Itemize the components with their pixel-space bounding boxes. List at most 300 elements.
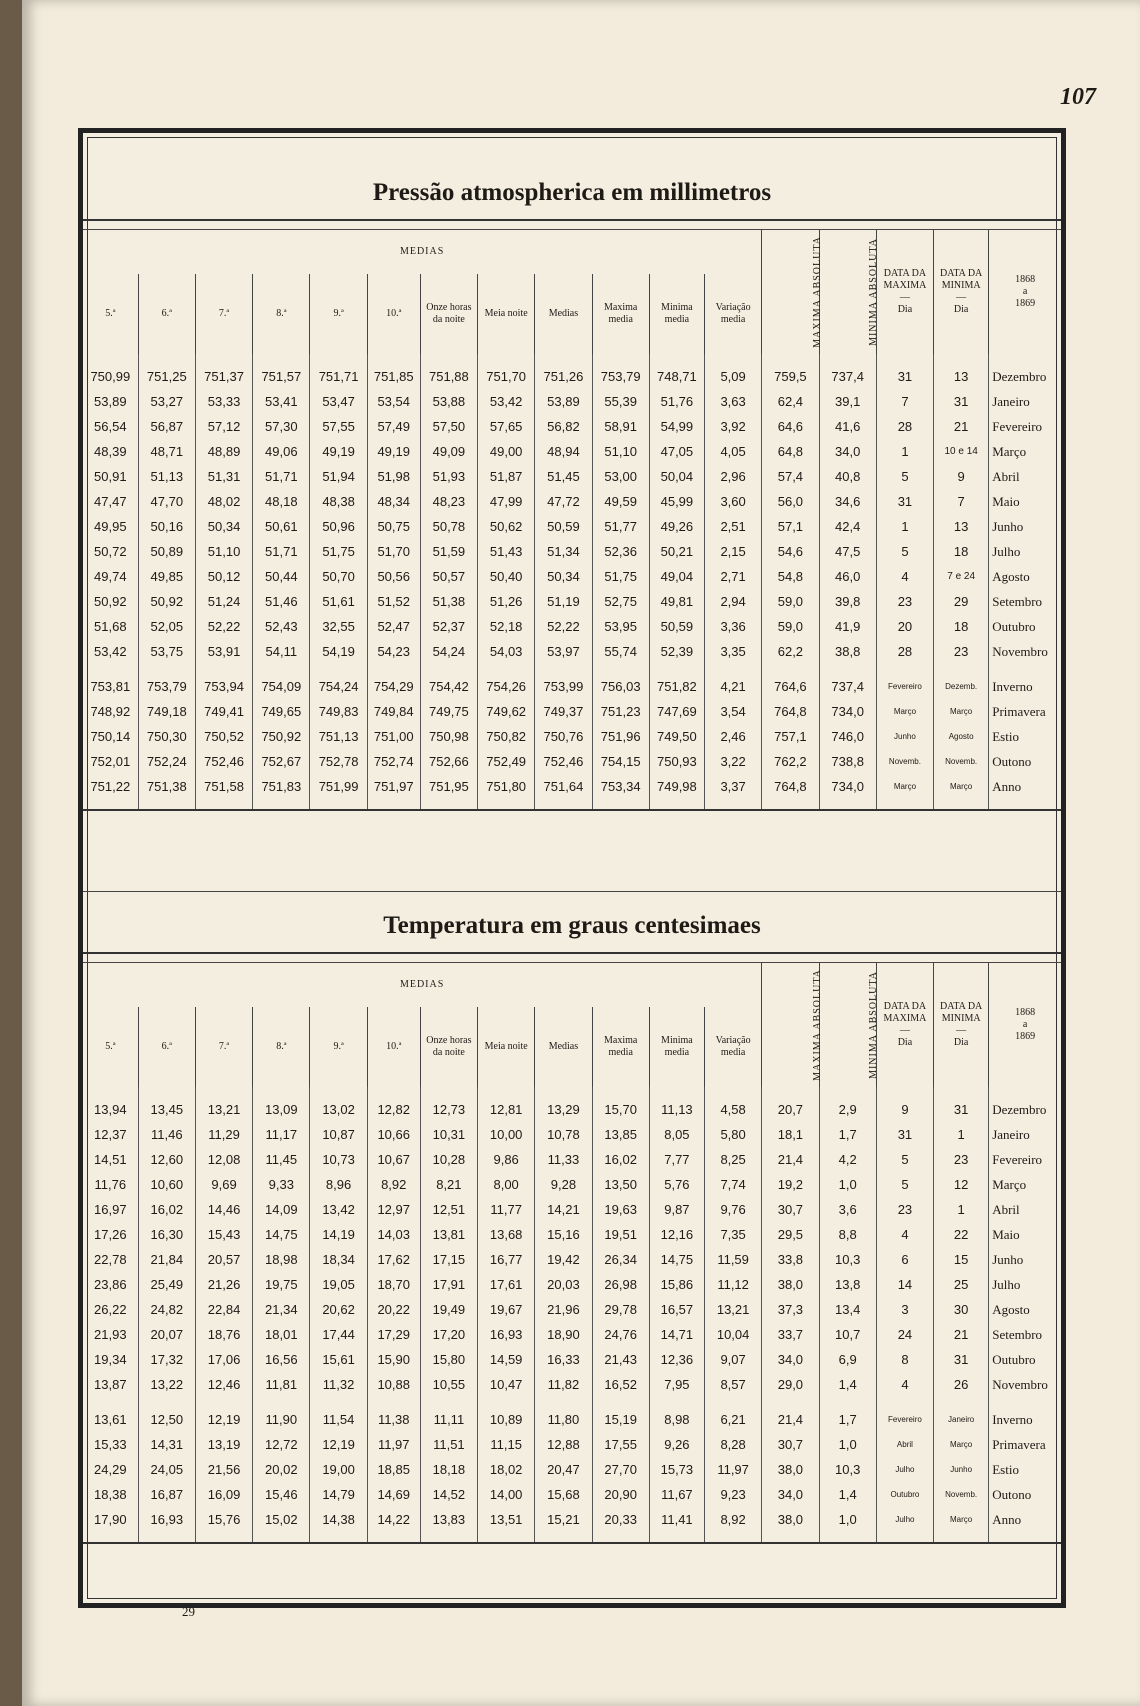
value-cell: 13,94 xyxy=(94,1102,127,1117)
value-cell: 13,4 xyxy=(819,1297,876,1322)
period-label: Junho xyxy=(989,514,1061,539)
value-cell: 55,39 xyxy=(592,389,649,414)
value-cell: 50,92 xyxy=(94,594,127,609)
col-header: 7.ª xyxy=(195,1007,252,1087)
month-row xyxy=(83,539,1061,564)
col-header: 9.ª xyxy=(310,1007,367,1087)
value-cell: 17,61 xyxy=(478,1272,535,1297)
value-cell: 52,75 xyxy=(592,589,649,614)
value-cell: Dezemb. xyxy=(934,674,989,699)
value-cell: 50,34 xyxy=(535,564,592,589)
value-cell: 13,8 xyxy=(819,1272,876,1297)
col-header: Minima media xyxy=(649,274,704,354)
value-cell: 753,79 xyxy=(592,364,649,389)
value-cell: 8,28 xyxy=(704,1432,761,1457)
value-cell: 14,75 xyxy=(253,1222,310,1247)
value-cell: 49,19 xyxy=(310,439,367,464)
value-cell: 4 xyxy=(876,564,933,589)
value-cell: 3,63 xyxy=(704,389,761,414)
value-cell: 10,87 xyxy=(310,1122,367,1147)
col-header: Onze horas da noite xyxy=(420,274,477,354)
value-cell: 10,67 xyxy=(367,1147,420,1172)
value-cell: 53,42 xyxy=(94,644,127,659)
col-header: 5.ª xyxy=(105,308,116,319)
value-cell: 3 xyxy=(876,1297,933,1322)
value-cell: Novemb. xyxy=(876,749,933,774)
value-cell: 15,16 xyxy=(535,1222,592,1247)
month-row xyxy=(83,464,1061,489)
value-cell: 50,78 xyxy=(420,514,477,539)
value-cell: 24 xyxy=(876,1322,933,1347)
value-cell: 51,38 xyxy=(420,589,477,614)
month-row xyxy=(83,1122,1061,1147)
value-cell: 16,93 xyxy=(478,1322,535,1347)
value-cell: 31 xyxy=(876,489,933,514)
value-cell: 3,35 xyxy=(704,639,761,664)
value-cell: 53,89 xyxy=(94,394,127,409)
value-cell: 15,46 xyxy=(253,1482,310,1507)
value-cell: 13,09 xyxy=(253,1097,310,1122)
value-cell: 48,89 xyxy=(195,439,252,464)
value-cell: 55,74 xyxy=(592,639,649,664)
value-cell: 24,29 xyxy=(94,1462,127,1477)
value-cell: 10,00 xyxy=(478,1122,535,1147)
value-cell: 18,98 xyxy=(253,1247,310,1272)
value-cell: 12,50 xyxy=(138,1407,195,1432)
value-cell: 51,75 xyxy=(310,539,367,564)
value-cell: 5 xyxy=(876,1147,933,1172)
value-cell: 5,80 xyxy=(704,1122,761,1147)
value-cell: 754,29 xyxy=(367,674,420,699)
value-cell: 53,41 xyxy=(253,389,310,414)
value-cell: 26,22 xyxy=(94,1302,127,1317)
value-cell: 32,55 xyxy=(310,614,367,639)
value-cell: 48,38 xyxy=(310,489,367,514)
value-cell: 28 xyxy=(876,414,933,439)
month-row xyxy=(83,1197,1061,1222)
value-cell: 48,94 xyxy=(535,439,592,464)
value-cell: 1 xyxy=(876,439,933,464)
value-cell: 57,55 xyxy=(310,414,367,439)
value-cell: 51,10 xyxy=(592,439,649,464)
period-label: Outubro xyxy=(989,1347,1061,1372)
value-cell: 751,97 xyxy=(367,774,420,799)
period-label: Primavera xyxy=(989,699,1061,724)
value-cell: 17,32 xyxy=(138,1347,195,1372)
value-cell: Julho xyxy=(876,1457,933,1482)
value-cell: 57,65 xyxy=(478,414,535,439)
col-header: Medias xyxy=(535,1007,592,1087)
book-page xyxy=(22,0,1140,1706)
value-cell: 17,29 xyxy=(367,1322,420,1347)
value-cell: 57,12 xyxy=(195,414,252,439)
value-cell: 45,99 xyxy=(649,489,704,514)
value-cell: 26,98 xyxy=(592,1272,649,1297)
max-abs-header: MAXIMA ABSOLUTA xyxy=(762,963,819,1087)
value-cell: Junho xyxy=(876,724,933,749)
month-row xyxy=(83,389,1061,414)
value-cell: 21,26 xyxy=(195,1272,252,1297)
value-cell: 51,71 xyxy=(253,539,310,564)
value-cell: 31 xyxy=(934,389,989,414)
value-cell: 17,06 xyxy=(195,1347,252,1372)
value-cell: 1,0 xyxy=(819,1172,876,1197)
value-cell: 16,87 xyxy=(138,1482,195,1507)
value-cell: 31 xyxy=(876,364,933,389)
value-cell: 18,70 xyxy=(367,1272,420,1297)
pressure-body xyxy=(83,354,1061,809)
value-cell: 1,7 xyxy=(819,1407,876,1432)
season-row xyxy=(83,1482,1061,1507)
value-cell: 14,19 xyxy=(310,1222,367,1247)
col-header: Variação media xyxy=(704,1007,761,1087)
value-cell: 7,77 xyxy=(649,1147,704,1172)
value-cell: 9 xyxy=(876,1097,933,1122)
value-cell: 11,12 xyxy=(704,1272,761,1297)
temperature-title: Temperatura em graus centesimaes xyxy=(383,912,761,939)
value-cell: 16,97 xyxy=(94,1202,127,1217)
value-cell: 53,33 xyxy=(195,389,252,414)
value-cell: 11,13 xyxy=(649,1097,704,1122)
value-cell: 54,99 xyxy=(649,414,704,439)
value-cell: 751,71 xyxy=(310,364,367,389)
value-cell: 9,87 xyxy=(649,1197,704,1222)
value-cell: 51,70 xyxy=(367,539,420,564)
value-cell: 13,50 xyxy=(592,1172,649,1197)
value-cell: 59,0 xyxy=(762,614,819,639)
value-cell: 50,91 xyxy=(94,469,127,484)
value-cell: 8,00 xyxy=(478,1172,535,1197)
month-row xyxy=(83,1372,1061,1397)
value-cell: 14,22 xyxy=(367,1507,420,1532)
value-cell: 21,34 xyxy=(253,1297,310,1322)
col-header: Maxima media xyxy=(592,1007,649,1087)
value-cell: 16,57 xyxy=(649,1297,704,1322)
period-label: Primavera xyxy=(989,1432,1061,1457)
month-row xyxy=(83,1347,1061,1372)
value-cell: 8,21 xyxy=(420,1172,477,1197)
period-label: Agosto xyxy=(989,1297,1061,1322)
value-cell: 753,81 xyxy=(90,679,131,694)
value-cell: 20,7 xyxy=(762,1097,819,1122)
value-cell: 15,61 xyxy=(310,1347,367,1372)
period-label: Julho xyxy=(989,539,1061,564)
value-cell: 17,26 xyxy=(94,1227,127,1242)
period-label: Novembro xyxy=(989,639,1061,664)
value-cell: 50,96 xyxy=(310,514,367,539)
value-cell: 750,14 xyxy=(90,729,131,744)
value-cell: 3,22 xyxy=(704,749,761,774)
value-cell: 738,8 xyxy=(819,749,876,774)
value-cell: 19,42 xyxy=(535,1247,592,1272)
value-cell: 31 xyxy=(876,1122,933,1147)
value-cell: 10,55 xyxy=(420,1372,477,1397)
value-cell: 21,56 xyxy=(195,1457,252,1482)
value-cell: 19,05 xyxy=(310,1272,367,1297)
value-cell: 8,25 xyxy=(704,1147,761,1172)
value-cell: 751,85 xyxy=(367,364,420,389)
value-cell: 9,07 xyxy=(704,1347,761,1372)
value-cell: 14,71 xyxy=(649,1322,704,1347)
period-label: Junho xyxy=(989,1247,1061,1272)
value-cell: 26 xyxy=(934,1372,989,1397)
value-cell: 64,8 xyxy=(762,439,819,464)
value-cell: 751,80 xyxy=(478,774,535,799)
value-cell: 50,59 xyxy=(535,514,592,539)
value-cell: 54,03 xyxy=(478,639,535,664)
value-cell: 750,76 xyxy=(535,724,592,749)
period-label: Estio xyxy=(989,1457,1061,1482)
value-cell: 6,21 xyxy=(704,1407,761,1432)
value-cell: Março xyxy=(934,1432,989,1457)
value-cell: 757,1 xyxy=(762,724,819,749)
period-label: Abril xyxy=(989,1197,1061,1222)
value-cell: 11,38 xyxy=(367,1407,420,1432)
value-cell: 21,96 xyxy=(535,1297,592,1322)
value-cell: 12,19 xyxy=(195,1407,252,1432)
value-cell: 16,77 xyxy=(478,1247,535,1272)
value-cell: 15 xyxy=(934,1247,989,1272)
value-cell: 47,72 xyxy=(535,489,592,514)
value-cell: 50,16 xyxy=(138,514,195,539)
value-cell: 52,39 xyxy=(649,639,704,664)
value-cell: 750,30 xyxy=(138,724,195,749)
value-cell: 1 xyxy=(934,1197,989,1222)
value-cell: 749,83 xyxy=(310,699,367,724)
value-cell: 51,13 xyxy=(138,464,195,489)
value-cell: 54,8 xyxy=(762,564,819,589)
value-cell: 2,51 xyxy=(704,514,761,539)
month-row xyxy=(83,1247,1061,1272)
value-cell: 51,26 xyxy=(478,589,535,614)
month-row xyxy=(83,1297,1061,1322)
value-cell: 48,71 xyxy=(138,439,195,464)
value-cell: 20,57 xyxy=(195,1247,252,1272)
value-cell: 750,98 xyxy=(420,724,477,749)
season-row xyxy=(83,774,1061,799)
value-cell: 6 xyxy=(876,1247,933,1272)
value-cell: 48,39 xyxy=(94,444,127,459)
value-cell: 13,51 xyxy=(478,1507,535,1532)
value-cell: 51,98 xyxy=(367,464,420,489)
value-cell: 58,91 xyxy=(592,414,649,439)
value-cell: 1 xyxy=(934,1122,989,1147)
value-cell: 24,82 xyxy=(138,1297,195,1322)
value-cell: 18,38 xyxy=(94,1487,127,1502)
value-cell: 15,86 xyxy=(649,1272,704,1297)
value-cell: 14,38 xyxy=(310,1507,367,1532)
value-cell: 47,5 xyxy=(819,539,876,564)
month-row xyxy=(83,514,1061,539)
value-cell: 2,15 xyxy=(704,539,761,564)
value-cell: 62,4 xyxy=(762,389,819,414)
value-cell: 34,6 xyxy=(819,489,876,514)
value-cell: 18,34 xyxy=(310,1247,367,1272)
period-label: Setembro xyxy=(989,1322,1061,1347)
value-cell: 13,61 xyxy=(94,1412,127,1427)
value-cell: 50,40 xyxy=(478,564,535,589)
value-cell: 50,56 xyxy=(367,564,420,589)
value-cell: 12,97 xyxy=(367,1197,420,1222)
value-cell: 28 xyxy=(876,639,933,664)
temperature-section xyxy=(83,891,1061,1544)
medias-header: MEDIAS xyxy=(399,979,445,990)
value-cell: 749,41 xyxy=(195,699,252,724)
value-cell: 51,10 xyxy=(195,539,252,564)
value-cell: 20,47 xyxy=(535,1457,592,1482)
value-cell: 40,8 xyxy=(819,464,876,489)
value-cell: 50,75 xyxy=(367,514,420,539)
value-cell: 734,0 xyxy=(819,774,876,799)
value-cell: 53,75 xyxy=(138,639,195,664)
value-cell: 26,34 xyxy=(592,1247,649,1272)
col-header: 9.ª xyxy=(310,274,367,354)
value-cell: Março xyxy=(934,774,989,799)
value-cell: 752,66 xyxy=(420,749,477,774)
value-cell: 50,04 xyxy=(649,464,704,489)
value-cell: 22 xyxy=(934,1222,989,1247)
value-cell: 751,70 xyxy=(478,364,535,389)
min-abs-header: MINIMA ABSOLUTA xyxy=(819,963,876,1087)
value-cell: 17,20 xyxy=(420,1322,477,1347)
value-cell: 11,76 xyxy=(94,1177,127,1192)
value-cell: 54,6 xyxy=(762,539,819,564)
value-cell: 54,23 xyxy=(367,639,420,664)
col-header: 10.ª xyxy=(367,1007,420,1087)
value-cell: 50,62 xyxy=(478,514,535,539)
value-cell: 749,18 xyxy=(138,699,195,724)
value-cell: 47,47 xyxy=(94,494,127,509)
value-cell: 11,33 xyxy=(535,1147,592,1172)
value-cell: 13,22 xyxy=(138,1372,195,1397)
value-cell: 13,85 xyxy=(592,1122,649,1147)
value-cell: 51,94 xyxy=(310,464,367,489)
value-cell: 53,00 xyxy=(592,464,649,489)
value-cell: Janeiro xyxy=(934,1407,989,1432)
value-cell: 56,54 xyxy=(94,419,127,434)
value-cell: 53,97 xyxy=(535,639,592,664)
value-cell: 754,26 xyxy=(478,674,535,699)
value-cell: 23 xyxy=(934,639,989,664)
value-cell: 20 xyxy=(876,614,933,639)
value-cell: 27,70 xyxy=(592,1457,649,1482)
value-cell: 12,81 xyxy=(478,1097,535,1122)
value-cell: 14,31 xyxy=(138,1432,195,1457)
value-cell: 18,01 xyxy=(253,1322,310,1347)
period-label: Inverno xyxy=(989,1407,1061,1432)
value-cell: 51,34 xyxy=(535,539,592,564)
value-cell: 47,05 xyxy=(649,439,704,464)
page-number: 107 xyxy=(1060,84,1096,110)
value-cell: 18,90 xyxy=(535,1322,592,1347)
value-cell: 11,81 xyxy=(253,1372,310,1397)
value-cell: 50,89 xyxy=(138,539,195,564)
value-cell: 13 xyxy=(934,364,989,389)
value-cell: 14,46 xyxy=(195,1197,252,1222)
month-row xyxy=(83,1172,1061,1197)
value-cell: 34,0 xyxy=(819,439,876,464)
value-cell: 56,0 xyxy=(762,489,819,514)
value-cell: 31 xyxy=(934,1097,989,1122)
value-cell: 750,82 xyxy=(478,724,535,749)
value-cell: 59,0 xyxy=(762,589,819,614)
value-cell: 10,78 xyxy=(535,1122,592,1147)
value-cell: 16,33 xyxy=(535,1347,592,1372)
value-cell: 751,22 xyxy=(90,779,131,794)
col-header: 6.ª xyxy=(138,1007,195,1087)
value-cell: 8,98 xyxy=(649,1407,704,1432)
value-cell: 10,04 xyxy=(704,1322,761,1347)
value-cell: 16,56 xyxy=(253,1347,310,1372)
month-row xyxy=(83,489,1061,514)
value-cell: 52,43 xyxy=(253,614,310,639)
value-cell: 10,3 xyxy=(819,1247,876,1272)
value-cell: 37,3 xyxy=(762,1297,819,1322)
value-cell: 15,19 xyxy=(592,1407,649,1432)
value-cell: 14,00 xyxy=(478,1482,535,1507)
value-cell: 734,0 xyxy=(819,699,876,724)
value-cell: 53,88 xyxy=(420,389,477,414)
period-label: Março xyxy=(989,1172,1061,1197)
value-cell: 753,99 xyxy=(535,674,592,699)
value-cell: 750,99 xyxy=(90,369,131,384)
period-label: Janeiro xyxy=(989,389,1061,414)
value-cell: 1,4 xyxy=(819,1482,876,1507)
col-header: 6.ª xyxy=(138,274,195,354)
value-cell: 57,30 xyxy=(253,414,310,439)
value-cell: 751,58 xyxy=(195,774,252,799)
value-cell: 10,60 xyxy=(138,1172,195,1197)
value-cell: 18 xyxy=(934,539,989,564)
value-cell: 13,29 xyxy=(535,1097,592,1122)
value-cell: 52,47 xyxy=(367,614,420,639)
period-label: Anno xyxy=(989,1507,1061,1532)
value-cell: 23 xyxy=(876,1197,933,1222)
value-cell: 751,25 xyxy=(138,364,195,389)
month-row xyxy=(83,1322,1061,1347)
value-cell: 15,43 xyxy=(195,1222,252,1247)
value-cell: 751,82 xyxy=(649,674,704,699)
value-cell: 11,54 xyxy=(310,1407,367,1432)
value-cell: 10,7 xyxy=(819,1322,876,1347)
value-cell: 18,1 xyxy=(762,1122,819,1147)
col-header: Onze horas da noite xyxy=(420,1007,477,1087)
value-cell: 12,82 xyxy=(367,1097,420,1122)
value-cell: 21,84 xyxy=(138,1247,195,1272)
value-cell: 17,44 xyxy=(310,1322,367,1347)
value-cell: 751,96 xyxy=(592,724,649,749)
value-cell: 15,02 xyxy=(253,1507,310,1532)
value-cell: 2,9 xyxy=(819,1097,876,1122)
value-cell: 752,49 xyxy=(478,749,535,774)
value-cell: 16,09 xyxy=(195,1482,252,1507)
value-cell: 5 xyxy=(876,464,933,489)
value-cell: 14,69 xyxy=(367,1482,420,1507)
period-label: Maio xyxy=(989,489,1061,514)
value-cell: 3,6 xyxy=(819,1197,876,1222)
value-cell: 48,02 xyxy=(195,489,252,514)
value-cell: 25 xyxy=(934,1272,989,1297)
max-abs-header: MAXIMA ABSOLUTA xyxy=(762,230,819,354)
value-cell: 746,0 xyxy=(819,724,876,749)
season-row xyxy=(83,674,1061,699)
value-cell: 49,95 xyxy=(94,519,127,534)
value-cell: 8,05 xyxy=(649,1122,704,1147)
value-cell: 11,51 xyxy=(420,1432,477,1457)
value-cell: 750,92 xyxy=(253,724,310,749)
value-cell: 29 xyxy=(934,589,989,614)
value-cell: 1,7 xyxy=(819,1122,876,1147)
